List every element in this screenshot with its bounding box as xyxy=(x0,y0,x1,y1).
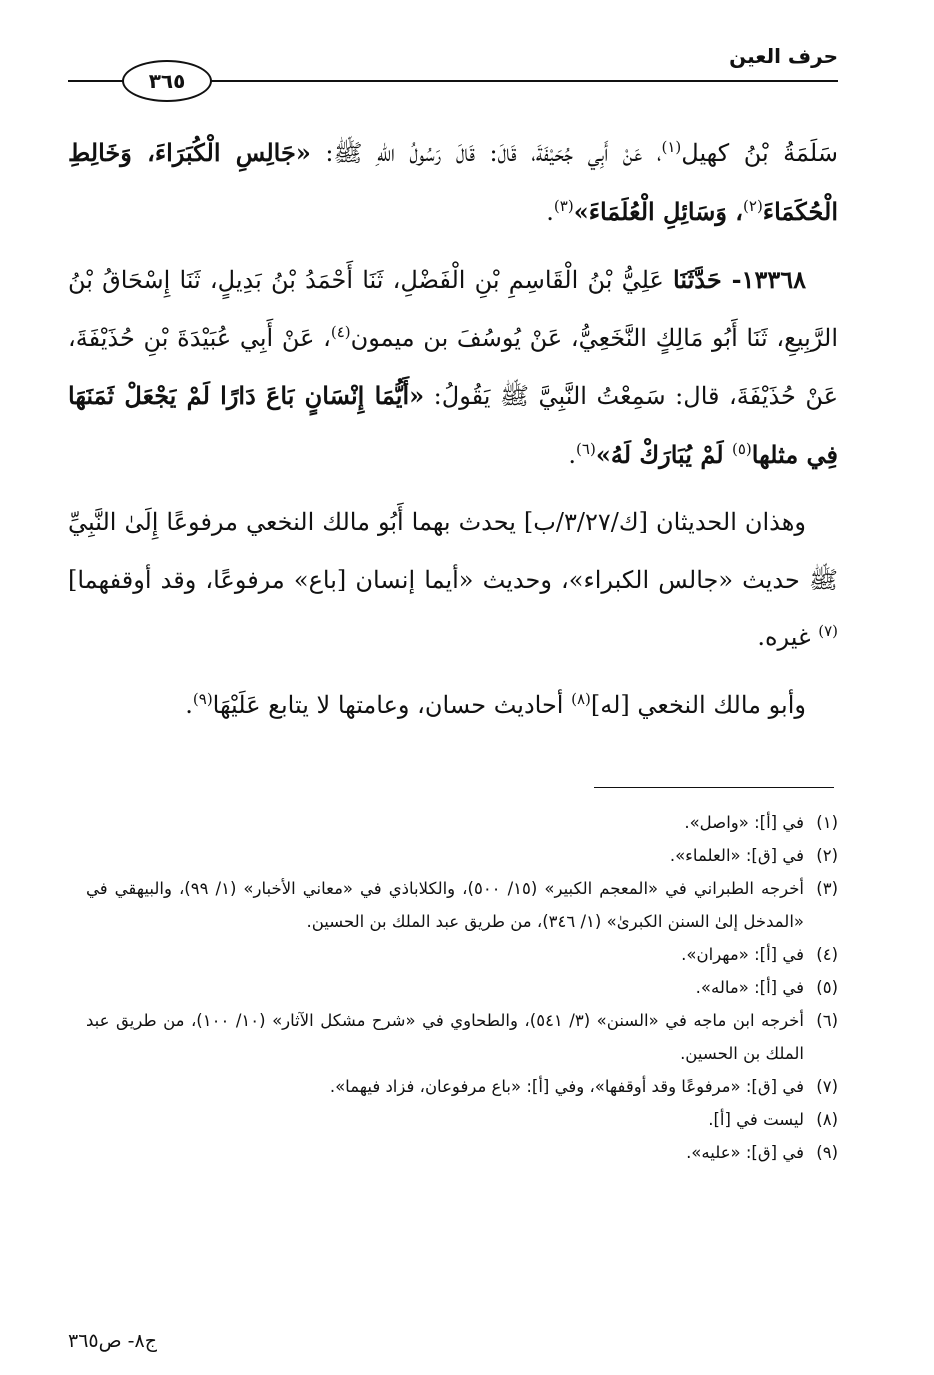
footnote-ref: (٨) xyxy=(571,689,591,708)
footnote-ref: (٧) xyxy=(818,622,838,640)
footnote-text: في [ق]: «عليه». xyxy=(686,1143,804,1162)
footnote-number: (٨) xyxy=(816,1110,838,1129)
footnote-ref: (٢) xyxy=(743,196,763,215)
footnote-ref: (٤) xyxy=(330,322,351,341)
hadith-number: ١٣٣٦٨- xyxy=(721,265,806,294)
footnote-number: (١) xyxy=(816,813,838,832)
text-run: . xyxy=(568,440,577,469)
hadith-text: ، وَسَائِلِ الْعُلَمَاءَ» xyxy=(573,196,744,226)
footnote-separator xyxy=(594,787,834,788)
text-run: ، عَنْ أَبِي جُحَيْفَةَ، قَالَ: قَالَ رَسُولُ اللهِ ﷺ: xyxy=(310,139,662,167)
text-run: . xyxy=(546,197,554,226)
text-run: وأبو مالك النخعي [له] xyxy=(590,690,806,719)
text-run: . xyxy=(185,690,193,719)
text-run: وهذان الحديثان [ك/٣/٢٧/ب] يحدث بهما أَبُو مالك النخعي مرفوعًا إِلَىٰ النَّبِيِّ ﷺ حديث «جالس الكبراء»، وحديث «أيما إنسان [باع» مرفوعًا، وقد أوقفهما] xyxy=(68,508,838,594)
footnote-item xyxy=(86,872,838,938)
footnote-text: في [أ]: «ماله». xyxy=(695,978,804,997)
text-run: عَلِيُّ بْنُ الْقَاسِمِ بْنِ الْفَضْلِ، ثَنَا أَحْمَدُ بْنُ بَدِيلٍ، ثَنَا إِسْحَاقُ بْنُ الرَّبِيعِ، ثَنَا أَبُو مَالِكٍ النَّخَعِيُّ، عَنْ يُوسُفَ بن ميمون xyxy=(68,266,838,352)
footnote-ref: (٥) xyxy=(731,439,752,458)
footnote-number: (٥) xyxy=(816,978,838,997)
hadith-text: «أَيُّمَا إِنْسَانٍ بَاعَ دَارًا لَمْ يَجْعَلْ ثَمَنَهَا فِي مثلها xyxy=(68,381,838,469)
page-number-badge xyxy=(122,60,212,102)
text-run: سَلَمَةُ بْنُ كهيل xyxy=(681,139,838,167)
footnote-ref: (١) xyxy=(661,138,682,156)
narration-keyword: حَدَّثَنَا xyxy=(673,265,722,294)
footnote-number: (٣) xyxy=(816,879,838,898)
paragraph-4 xyxy=(68,677,838,735)
main-text xyxy=(68,124,838,734)
hadith-text: لَمْ يُبَارَكْ لَهُ» xyxy=(595,439,732,469)
text-run: أحاديث حسان، وعامتها لا يتابع عَلَيْهَا xyxy=(212,690,572,719)
footnote-text: أخرجه ابن ماجه في «السنن» (٣/ ٥٤١)، والطحاوي في «شرح مشكل الآثار» (١٠/ ١٠٠)، من طريق عبد الملك بن الحسين. xyxy=(86,1011,804,1063)
footnote-item xyxy=(86,1103,838,1136)
text-run: غيره. xyxy=(757,623,819,651)
footnote-item xyxy=(86,1004,838,1070)
volume-page-reference: ج٨- ص٣٦٥ xyxy=(68,1330,157,1352)
footnote-ref: (٦) xyxy=(576,439,596,458)
footnote-text: في [ق]: «العلماء». xyxy=(669,846,804,865)
footnotes xyxy=(86,806,838,1169)
footnote-number: (٧) xyxy=(816,1077,838,1096)
page-number: ٣٦٥ xyxy=(148,69,186,93)
footnote-text: ليست في [أ]. xyxy=(708,1110,804,1129)
footnote-number: (٢) xyxy=(816,846,838,865)
footnote-ref: (٩) xyxy=(192,689,213,708)
chapter-title: حرف العين xyxy=(729,44,838,68)
footnote-item xyxy=(86,938,838,971)
hadith-text: «جَالِسِ الْكُبَرَاءَ، وَخَالِطِ الْحُكَمَاءَ xyxy=(68,138,838,226)
footnote-item xyxy=(86,839,838,872)
footnote-number: (٤) xyxy=(816,945,838,964)
footnote-ref: (٣) xyxy=(553,196,574,215)
paragraph-2 xyxy=(68,251,838,484)
footnote-text: في [ق]: «مرفوعًا وقد أوقفها»، وفي [أ]: «باع مرفوعان، فزاد فيهما». xyxy=(329,1077,804,1096)
paragraph-1 xyxy=(68,124,838,241)
footnote-text: في [أ]: «مهران». xyxy=(681,945,804,964)
footnote-item xyxy=(86,971,838,1004)
footnote-text: في [أ]: «واصل». xyxy=(684,813,804,832)
footnote-item xyxy=(86,1070,838,1103)
paragraph-3 xyxy=(68,494,838,667)
footnote-item xyxy=(86,806,838,839)
text-run: ، عَنْ أَبِي عُبَيْدَةَ بْنِ حُذَيْفَةَ، عَنْ حُذَيْفَةَ، قال: سَمِعْتُ النَّبِيَّ ﷺ يَقُولُ: xyxy=(68,323,839,410)
footnote-number: (٦) xyxy=(816,1011,838,1030)
footnote-item xyxy=(86,1136,838,1169)
footnote-number: (٩) xyxy=(816,1143,838,1162)
footnote-text: أخرجه الطبراني في «المعجم الكبير» (١٥/ ٥٠٠)، والكلاباذي في «معاني الأخبار» (١/ ٩٩)، والبيهقي في «المدخل إلىٰ السنن الكبرىٰ» (١/ ٣٤٦)، من طريق عبد الملك بن الحسين. xyxy=(86,879,804,931)
